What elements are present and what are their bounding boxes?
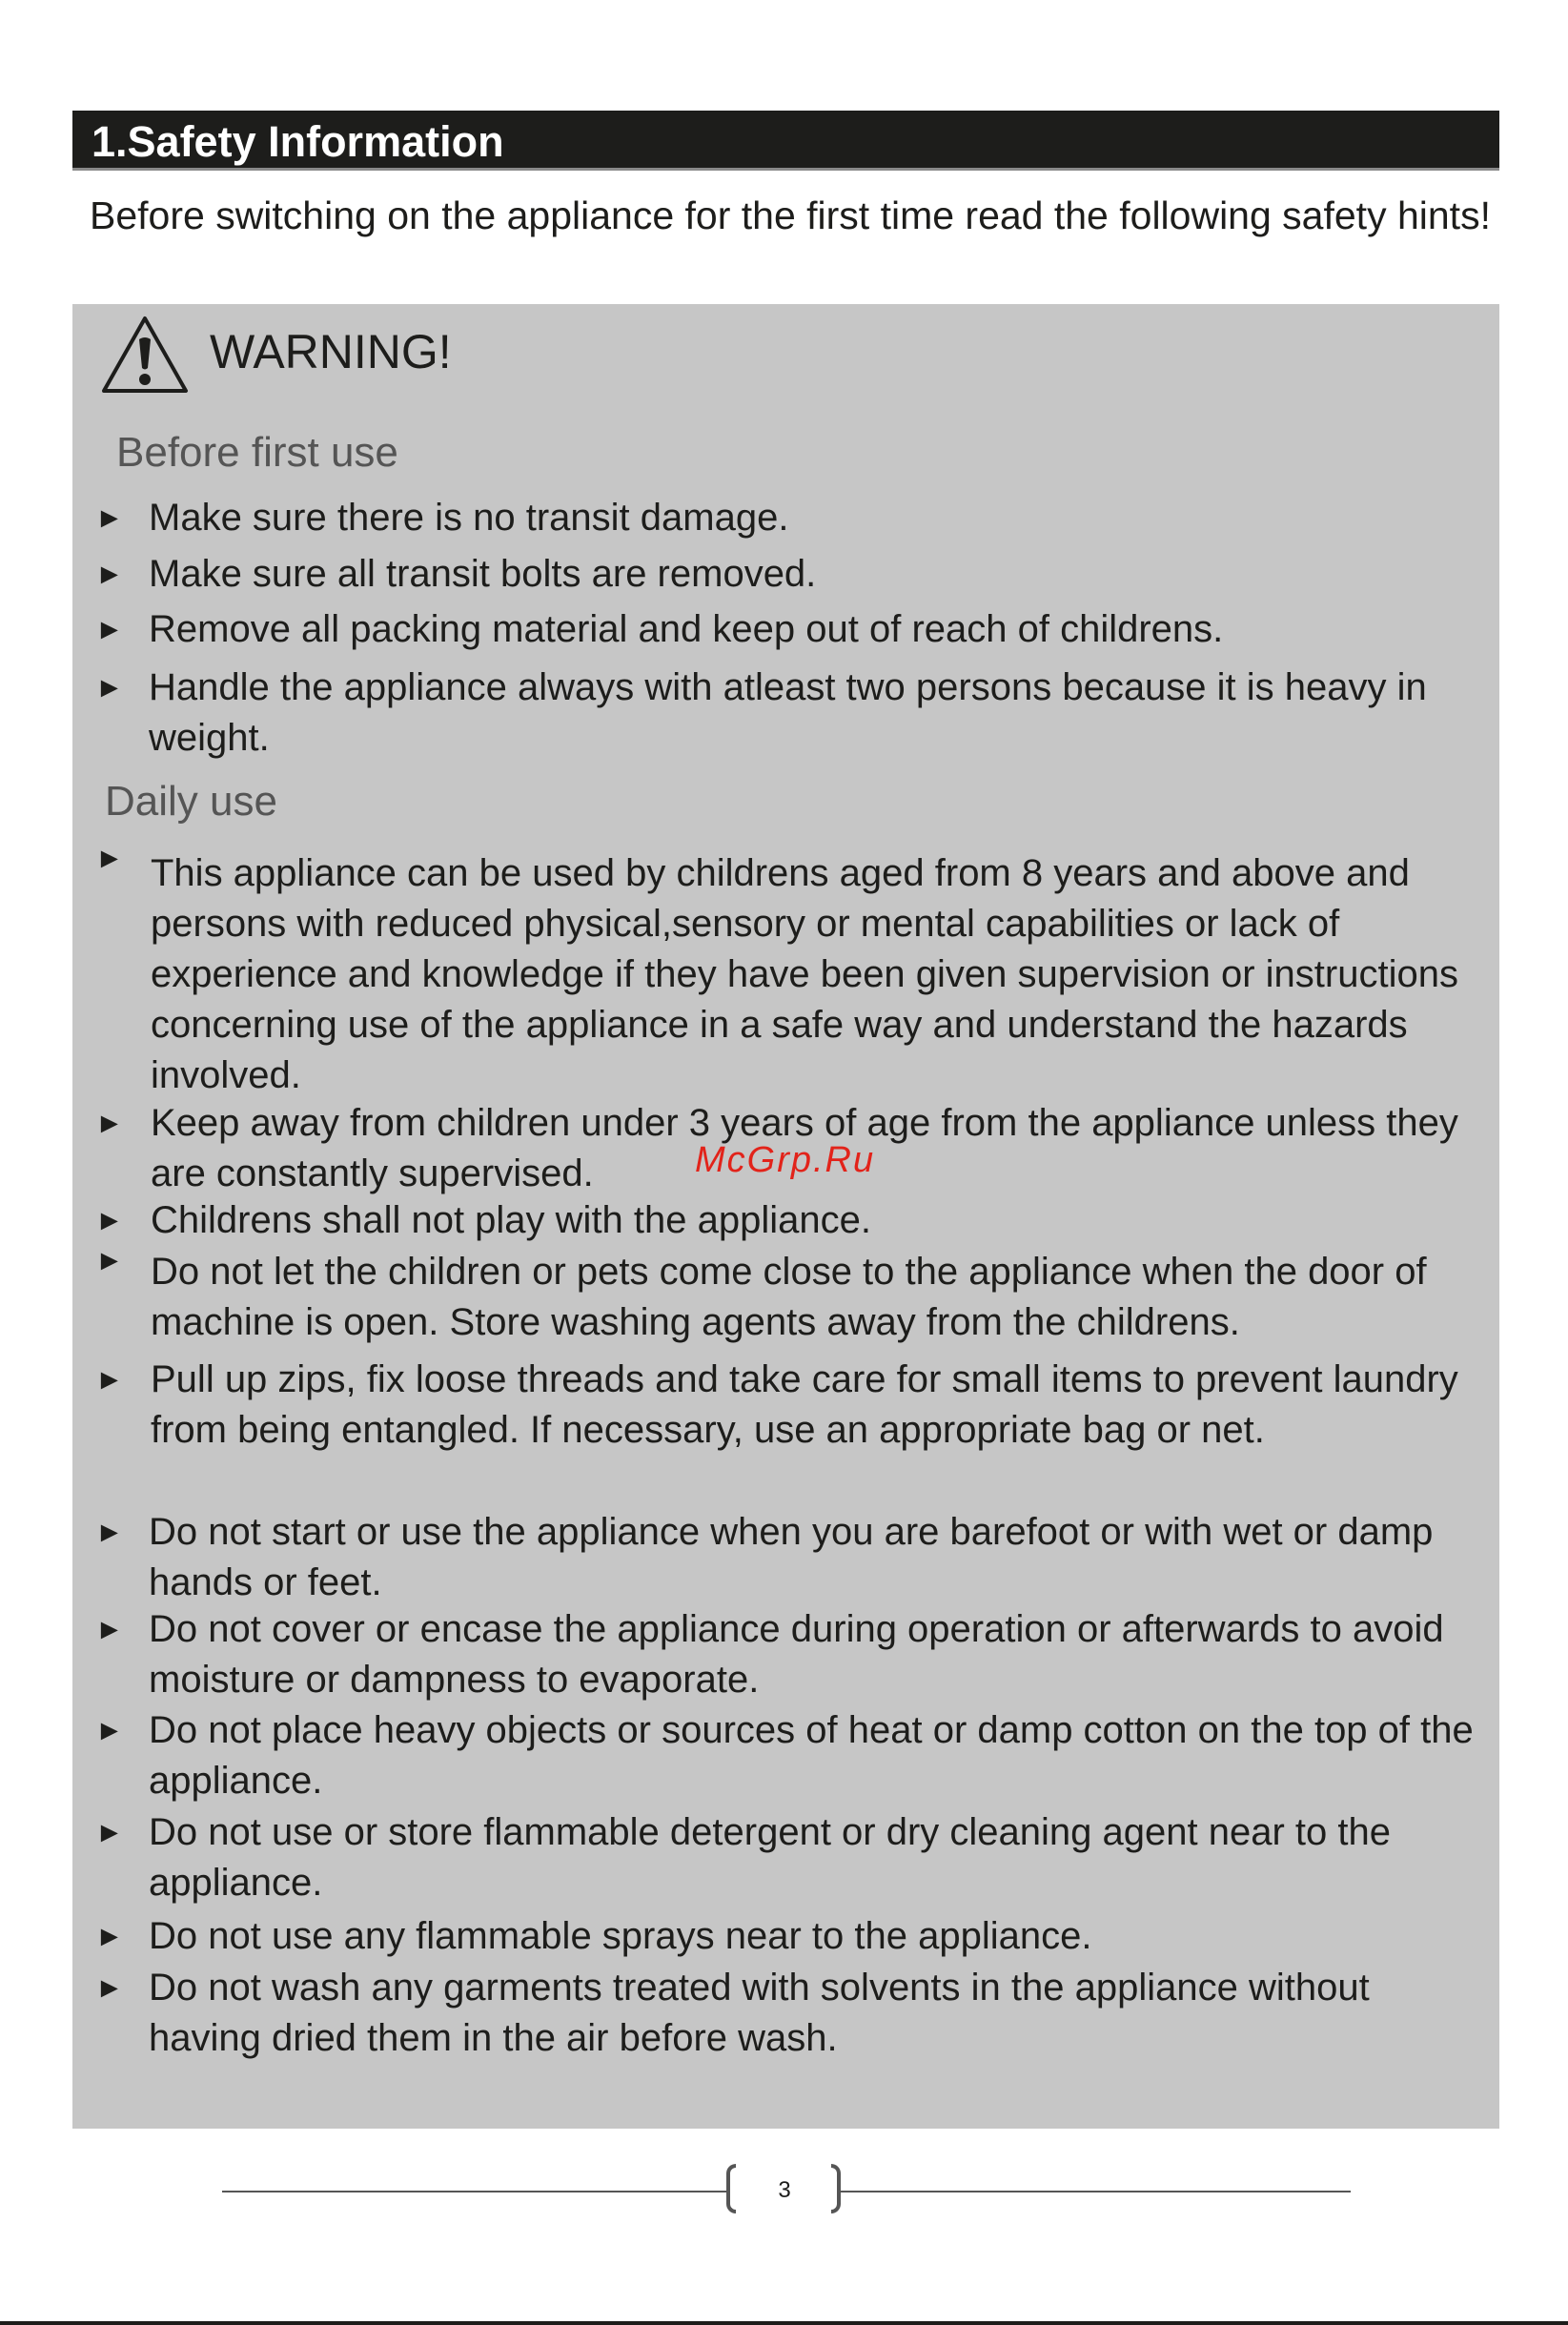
- list-item-text: Keep away from children under 3 years of age from the appliance unless they are constantly supervised.: [151, 1102, 1458, 1194]
- bullet-arrow-icon: ►: [95, 559, 124, 590]
- warning-triangle-icon: [99, 313, 191, 397]
- bullet-arrow-icon: ►: [95, 1205, 124, 1236]
- bullet-arrow-icon: ►: [95, 1614, 124, 1645]
- bullet-arrow-icon: ►: [95, 1364, 124, 1396]
- page-bracket-left: [726, 2164, 736, 2213]
- list-item-text: Do not let the children or pets come close to the appliance when the door of machine is open. Store washing agents away from the childrens.: [151, 1251, 1427, 1343]
- section-title: 1.Safety Information: [92, 117, 504, 166]
- list-item-text: Remove all packing material and keep out of reach of childrens.: [149, 608, 1224, 650]
- section-title-bar: [72, 111, 1499, 171]
- list-item-text: Handle the appliance always with atleast two persons because it is heavy in weight.: [149, 666, 1427, 759]
- watermark: McGrp.Ru: [695, 1140, 876, 1180]
- page-bracket-right: [831, 2164, 841, 2213]
- bullet-arrow-icon: ►: [95, 1108, 124, 1139]
- footer-rule-left: [222, 2191, 727, 2192]
- list-item-text: This appliance can be used by childrens aged from 8 years and above and persons with reduced physical,sensory or mental capabilities or lack of experience and knowledge if they have been given supervision or instructions concerning use of the appliance in a safe way and understand the hazards involved.: [151, 852, 1458, 1096]
- bullet-arrow-icon: ►: [95, 1245, 124, 1276]
- bullet-arrow-icon: ►: [95, 502, 124, 534]
- bullet-arrow-icon: ►: [95, 1972, 124, 2004]
- list-item-text: Do not use or store flammable detergent or dry cleaning agent near to the appliance.: [149, 1811, 1391, 1904]
- list-item-text: Do not cover or encase the appliance during operation or afterwards to avoid moisture or dampness to evaporate.: [149, 1608, 1444, 1701]
- heading-before-first-use: Before first use: [116, 429, 398, 476]
- warning-panel: [72, 304, 1499, 2129]
- heading-daily-use: Daily use: [105, 778, 277, 825]
- list-item-text: Childrens shall not play with the appliance.: [151, 1199, 871, 1241]
- list-item-text: Make sure there is no transit damage.: [149, 497, 789, 539]
- list-item-text: Pull up zips, fix loose threads and take care for small items to prevent laundry from being entangled. If necessary, use an appropriate bag or net.: [151, 1358, 1458, 1451]
- intro-text: Before switching on the appliance for the first time read the following safety hints!: [90, 194, 1491, 237]
- list-item-text: Do not start or use the appliance when you are barefoot or with wet or damp hands or feet.: [149, 1511, 1434, 1603]
- bottom-edge-strip: [0, 2321, 1568, 2325]
- page-number: 3: [778, 2177, 791, 2203]
- list-item-text: Make sure all transit bolts are removed.: [149, 553, 817, 595]
- bullet-arrow-icon: ►: [95, 1517, 124, 1548]
- bullet-arrow-icon: ►: [95, 672, 124, 704]
- list-item-text: Do not place heavy objects or sources of heat or damp cotton on the top of the appliance.: [149, 1709, 1474, 1802]
- bullet-arrow-icon: ►: [95, 1921, 124, 1952]
- warning-label: WARNING!: [210, 325, 452, 378]
- list-item-text: Do not wash any garments treated with solvents in the appliance without having dried them in the air before wash.: [149, 1967, 1370, 2059]
- list-item-text: Do not use any flammable sprays near to the appliance.: [149, 1915, 1092, 1957]
- bullet-arrow-icon: ►: [95, 614, 124, 645]
- bullet-arrow-icon: ►: [95, 1817, 124, 1848]
- bullet-arrow-icon: ►: [95, 1715, 124, 1746]
- bullet-arrow-icon: ►: [95, 843, 124, 874]
- footer-rule-right: [841, 2191, 1351, 2192]
